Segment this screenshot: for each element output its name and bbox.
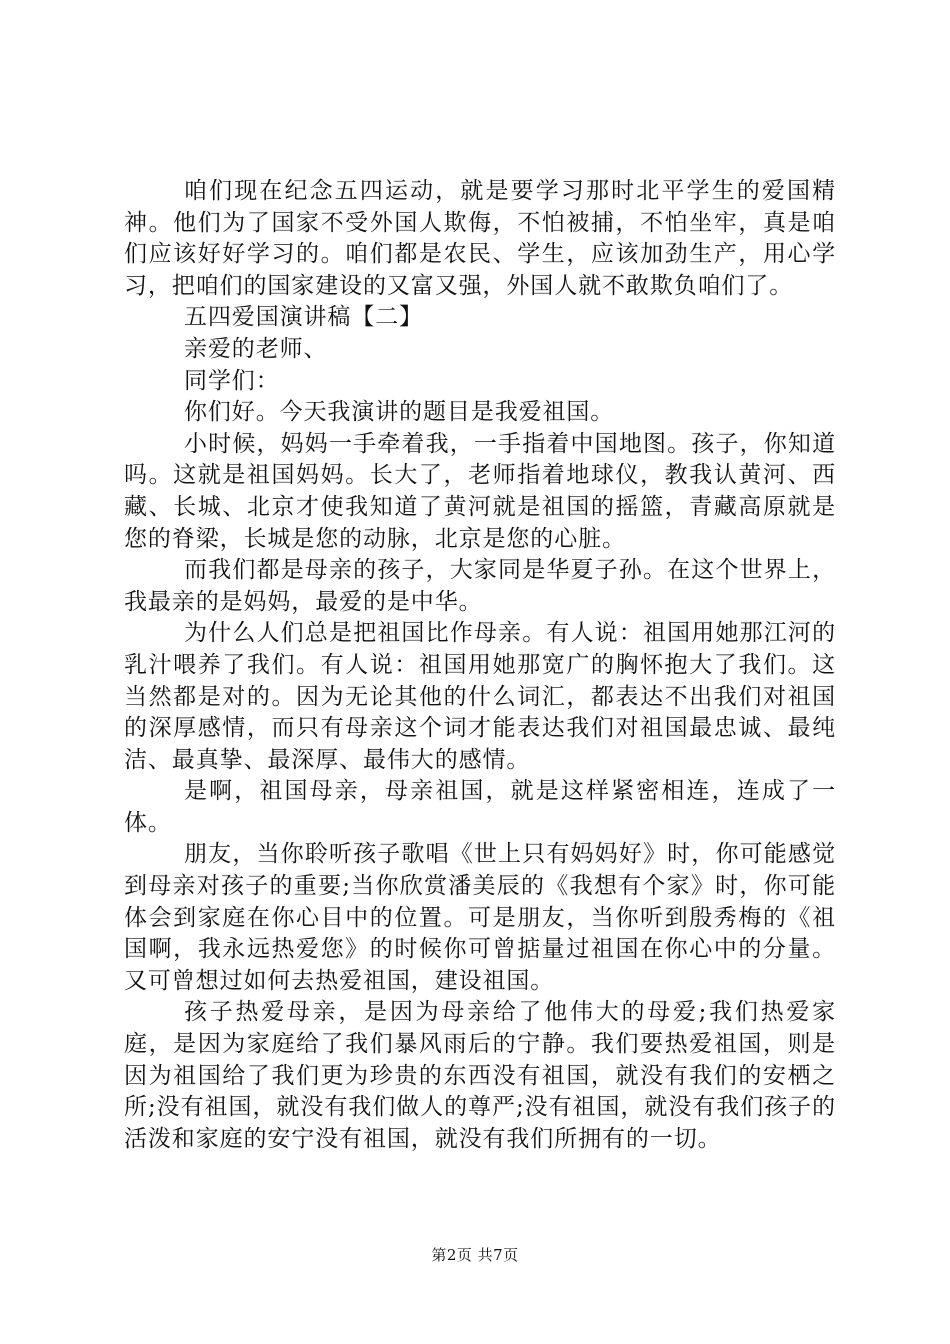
page-footer: 第2页 共7页 xyxy=(431,1246,519,1264)
paragraph: 朋友，当你聆听孩子歌唱《世上只有妈妈好》时，你可能感觉到母亲对孩子的重要;当你欣赏潘美辰的《我想有个家》时，你可能体会到家庭在你心目中的位置。可是朋友，当你听到殷秀梅的《祖国啊，我永远热爱您》的时候你可曾掂量过祖国在你心中的分量。又可曾想过如何去热爱祖国，建设祖国。 xyxy=(124,841,836,994)
paragraph: 是啊，祖国母亲，母亲祖国，就是这样紧密相连，连成了一体。 xyxy=(124,778,836,836)
paragraph: 孩子热爱母亲，是因为母亲给了他伟大的母爱;我们热爱家庭，是因为家庭给了我们暴风雨后的宁静。我们要热爱祖国，则是因为祖国给了我们更为珍贵的东西没有祖国，就没有我们的安栖之所;没有祖国，就没有我们做人的尊严;没有祖国，就没有我们孩子的活泼和家庭的安宁没有祖国，就没有我们所拥有的一切。 xyxy=(124,999,836,1152)
paragraph: 为什么人们总是把祖国比作母亲。有人说：祖国用她那江河的乳汁喂养了我们。有人说：祖国用她那宽广的胸怀抱大了我们。这当然都是对的。因为无论其他的什么词汇，都表达不出我们对祖国的深厚感情，而只有母亲这个词才能表达我们对祖国最忠诚、最纯洁、最真挚、最深厚、最伟大的感情。 xyxy=(124,620,836,773)
paragraph: 而我们都是母亲的孩子，大家同是华夏子孙。在这个世界上，我最亲的是妈妈，最爱的是中华。 xyxy=(124,557,836,615)
paragraph: 小时候，妈妈一手牵着我，一手指着中国地图。孩子，你知道吗。这就是祖国妈妈。长大了，老师指着地球仪，教我认黄河、西藏、长城、北京才使我知道了黄河就是祖国的摇篮，青藏高原就是您的脊梁，长城是您的动脉，北京是您的心脏。 xyxy=(124,430,836,552)
paragraph: 咱们现在纪念五四运动，就是要学习那时北平学生的爱国精神。他们为了国家不受外国人欺侮，不怕被捕，不怕坐牢，真是咱们应该好好学习的。咱们都是农民、学生，应该加劲生产，用心学习，把咱们的国家建设的又富又强，外国人就不敢欺负咱们了。 xyxy=(124,178,836,299)
salutation-line: 同学们： xyxy=(184,367,280,394)
document-body xyxy=(124,176,836,1155)
paragraph: 你们好。今天我演讲的题目是我爱祖国。 xyxy=(184,399,615,426)
salutation-line: 亲爱的老师、 xyxy=(184,335,328,362)
section-heading: 五四爱国演讲稿【二】 xyxy=(184,304,423,331)
